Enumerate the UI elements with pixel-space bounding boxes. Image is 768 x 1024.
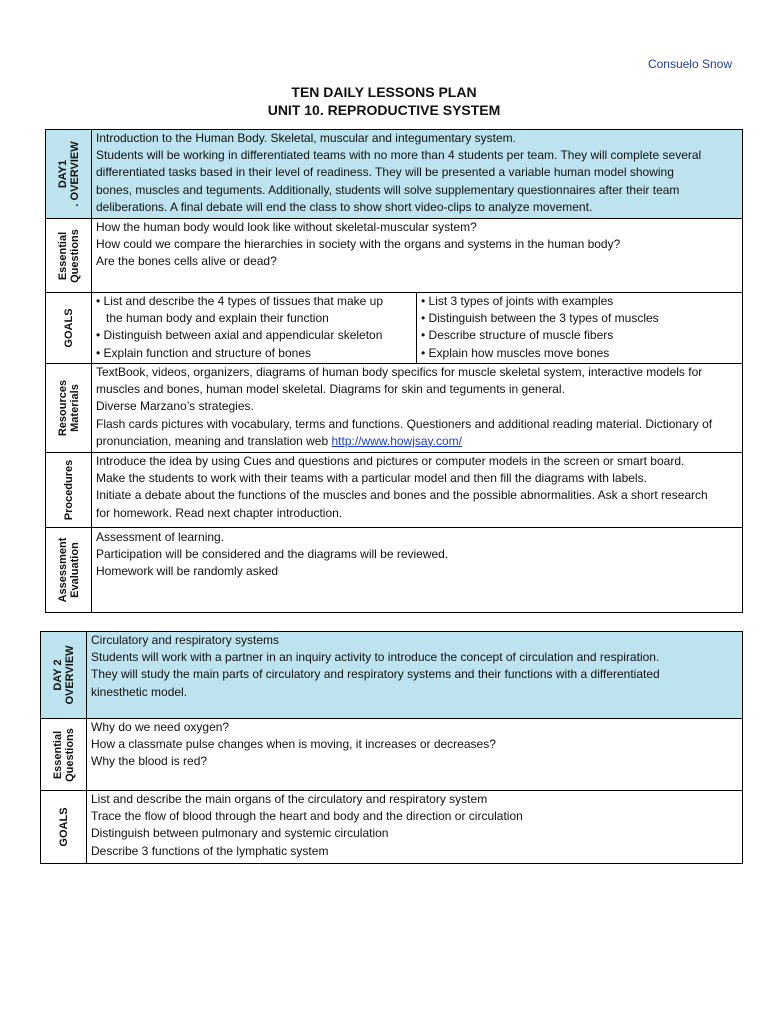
unit-title: UNIT 10. REPRODUCTIVE SYSTEM — [267, 102, 501, 118]
assessment-label: Assessment — [56, 537, 69, 603]
assessment-evaluation-label — [57, 538, 81, 603]
day1-assessment-label-cell — [46, 528, 92, 613]
day1-goals-row — [46, 293, 743, 364]
day1-assessment-row — [46, 528, 743, 613]
goal-item: Describe 3 functions of the lymphatic system — [91, 843, 329, 858]
procedure-line: Make the students to work with their teams with a particular model and then fill the diagrams with labels. — [96, 471, 647, 486]
day2-overview-row — [41, 632, 743, 719]
questions-label: Questions — [68, 228, 81, 283]
day1-overview-label — [57, 141, 81, 206]
question-line: Are the bones cells alive or dead? — [96, 254, 277, 269]
goal-item: List and describe the main organs of the circulatory and respiratory system — [91, 792, 488, 806]
overview-line: bones, muscles and teguments. Additionally, students will solve supplementary questionnaires after their team — [96, 182, 680, 197]
day1-procedures-content — [92, 453, 743, 528]
day2-essential-questions-row — [41, 719, 743, 791]
assessment-line: Participation will be considered and the diagrams will be reviewed. — [96, 547, 449, 562]
overview-line: kinesthetic model. — [91, 684, 188, 699]
resource-line: Diverse Marzano’s strategies. — [96, 399, 254, 414]
day1-goals-right — [417, 293, 743, 364]
resource-line — [96, 433, 738, 450]
question-line: How a classmate pulse changes when is moving, it increases or decreases? — [91, 737, 496, 752]
day1-resources-label-cell — [46, 364, 92, 453]
question-line: Why do we need oxygen? — [91, 720, 230, 734]
resource-line: muscles and bones, human model skeletal. Diagrams for skin and teguments in general. — [96, 382, 565, 397]
essential-questions-label — [52, 728, 76, 782]
assessment-line: Assessment of learning. — [96, 530, 225, 544]
day1-procedures-row — [46, 453, 743, 528]
day2-goals-content — [87, 791, 743, 864]
day1-overview-label-cell — [46, 130, 92, 219]
day2-overview-label — [52, 645, 76, 704]
document-title: TEN DAILY LESSONS PLAN — [291, 84, 477, 100]
goals-label: GOALS — [62, 308, 75, 348]
day1-resources-content — [92, 364, 743, 453]
goal-item-continued: the human body and explain their function — [106, 311, 329, 326]
assessment-line: Homework will be randomly asked — [96, 564, 279, 579]
day2-overview-label-cell — [41, 632, 87, 719]
howjsay-link[interactable]: http://www.howjsay.com/ — [331, 433, 462, 448]
day2-goals-row — [41, 791, 743, 864]
day2-goals-label-cell — [41, 791, 87, 864]
procedure-line: for homework. Read next chapter introduction. — [96, 505, 343, 520]
day1-procedures-label-cell — [46, 453, 92, 528]
essential-label: Essential — [51, 730, 64, 779]
day1-essential-questions-row — [46, 219, 743, 293]
day1-goals-label-cell — [46, 293, 92, 364]
overview-line: Students will be working in differentiated teams with no more than 4 students per team. They will complete several — [96, 148, 702, 163]
goal-item: • Explain how muscles move bones — [421, 345, 610, 360]
day1-goals-left — [92, 293, 417, 364]
question-line: How the human body would look like without skeletal-muscular system? — [96, 220, 477, 234]
day1-overview-row — [46, 130, 743, 219]
overview-label: . OVERVIEW — [68, 141, 81, 207]
goals-label: GOALS — [57, 807, 70, 847]
essential-questions-label — [57, 229, 81, 283]
resource-line-prefix: pronunciation, meaning and translation web — [96, 433, 332, 448]
goal-item: • List 3 types of joints with examples — [421, 294, 614, 308]
day2-eq-label-cell — [41, 719, 87, 791]
resource-line: Flash cards pictures with vocabulary, terms and functions. Questioners and additional reading material. Dictionary of — [96, 416, 713, 431]
day1-lesson-table — [45, 129, 743, 613]
goal-item: • Describe structure of muscle fibers — [421, 328, 614, 343]
overview-line: Circulatory and respiratory systems — [91, 633, 280, 647]
questions-label: Questions — [63, 727, 76, 782]
overview-line: Introduction to the Human Body. Skeletal, muscular and integumentary system. — [96, 131, 516, 145]
procedures-label: Procedures — [62, 459, 75, 521]
resources-label: Resources — [56, 379, 69, 437]
day2-label: DAY 2 — [51, 659, 64, 691]
overview-line: deliberations. A final debate will end the class to show short video-clips to analyze movement. — [96, 199, 593, 214]
evaluation-label: Evaluation — [68, 542, 81, 598]
procedure-line: Introduce the idea by using Cues and questions and pictures or computer models in the screen or smart board. — [96, 454, 685, 468]
day1-label: DAY1 — [56, 159, 69, 189]
goal-item: • Explain function and structure of bones — [96, 345, 311, 360]
resource-line: TextBook, videos, organizers, diagrams of human body specifics for muscle skeletal system, interactive models for — [96, 365, 703, 379]
overview-line: differentiated tasks based in their level of readiness. They will be presented a variable human model showing — [96, 165, 674, 180]
day2-overview-content — [87, 632, 743, 719]
goal-item: • List and describe the 4 types of tissues that make up — [96, 294, 384, 308]
day2-eq-content — [87, 719, 743, 791]
day1-assessment-content — [92, 528, 743, 613]
essential-label: Essential — [56, 231, 69, 280]
overview-label: OVERVIEW — [63, 645, 76, 705]
overview-line: Students will work with a partner in an inquiry activity to introduce the concept of circulation and respiration. — [91, 650, 660, 665]
materials-label: Materials — [68, 384, 81, 432]
day2-lesson-table — [40, 631, 743, 864]
author-name: Consuelo Snow — [647, 57, 732, 71]
procedure-line: Initiate a debate about the functions of the muscles and bones and the possible abnormalities. Ask a short research — [96, 488, 708, 503]
day1-resources-row — [46, 364, 743, 453]
goal-item: • Distinguish between the 3 types of muscles — [421, 311, 659, 326]
day1-eq-content — [92, 219, 743, 293]
goal-item: • Distinguish between axial and appendicular skeleton — [96, 328, 383, 343]
goal-item: Trace the flow of blood through the heart and body and the direction or circulation — [91, 809, 523, 824]
goal-item: Distinguish between pulmonary and systemic circulation — [91, 826, 389, 841]
resources-materials-label — [57, 380, 81, 436]
day1-overview-content — [92, 130, 743, 219]
question-line: How could we compare the hierarchies in society with the organs and systems in the human body? — [96, 237, 621, 252]
day1-eq-label-cell — [46, 219, 92, 293]
question-line: Why the blood is red? — [91, 754, 208, 769]
overview-line: They will study the main parts of circulatory and respiratory systems and their functions with a differentiated — [91, 667, 660, 682]
